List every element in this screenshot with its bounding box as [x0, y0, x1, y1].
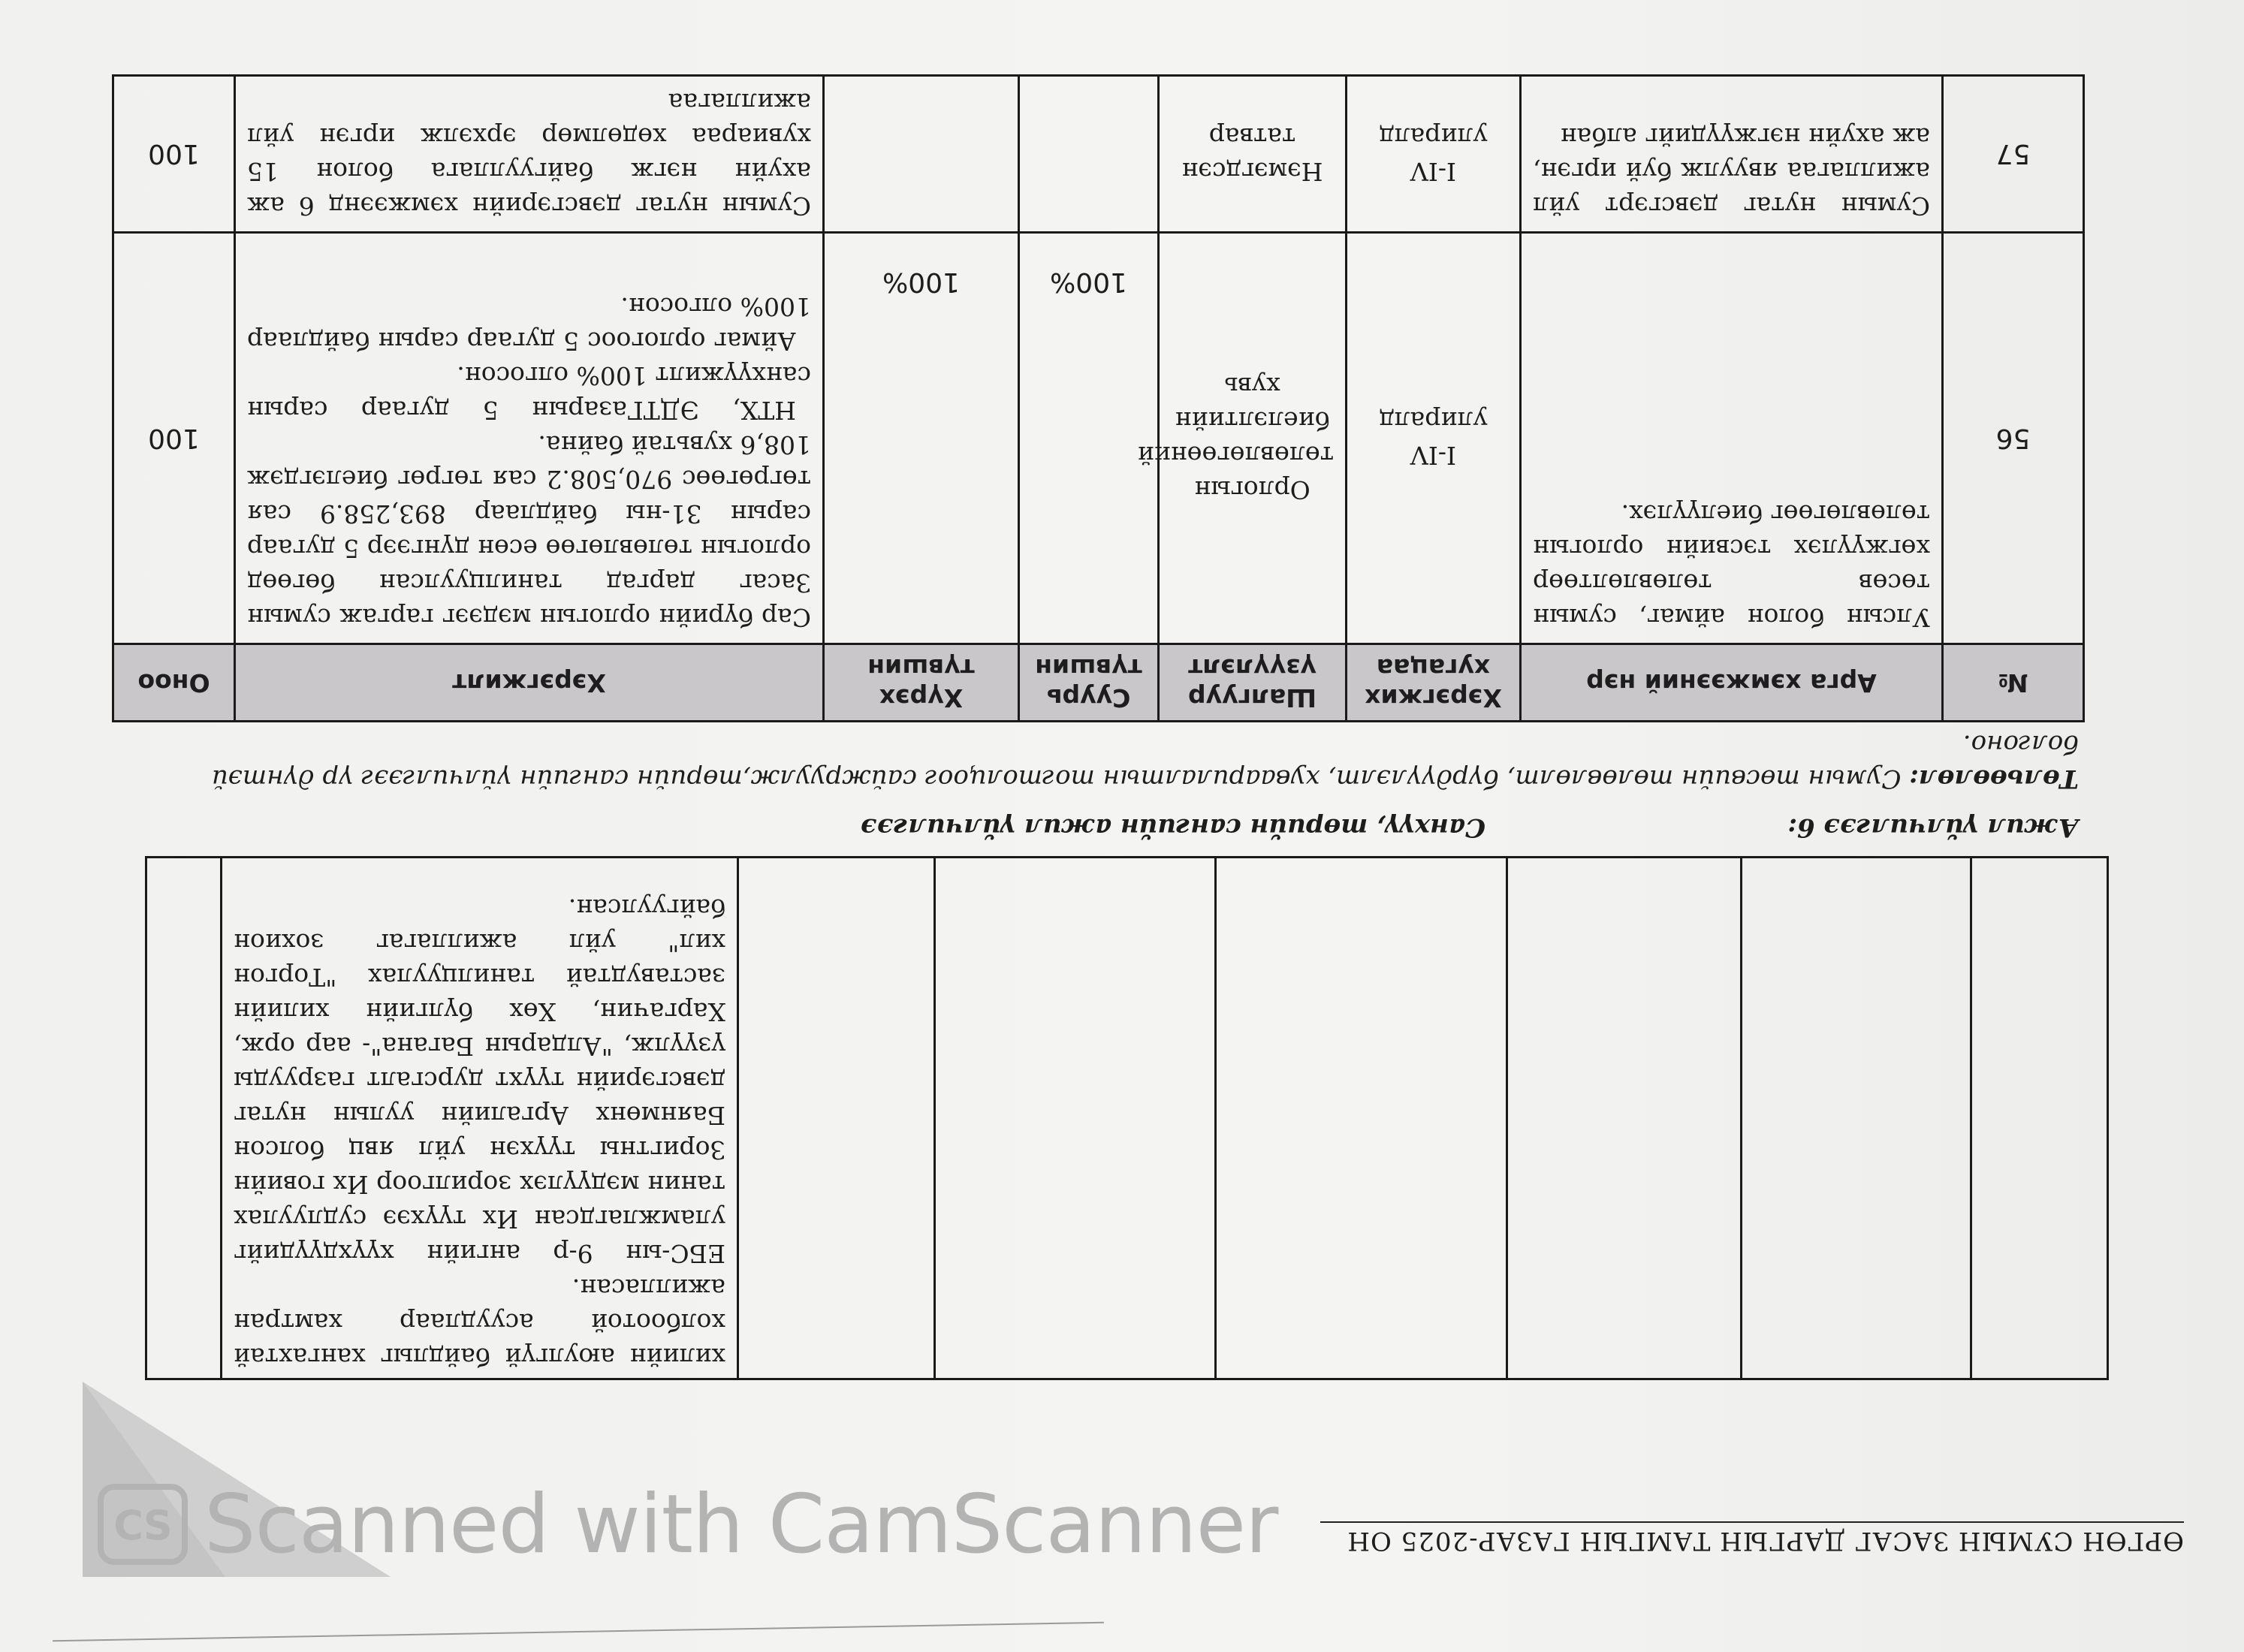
continuation-implementation-cell — [222, 858, 738, 1379]
header-criteria: Шалгуур үзүүлэлт — [1159, 644, 1347, 722]
row-score: 100 — [113, 76, 235, 233]
row-target: 100% — [824, 233, 1019, 644]
row-target — [824, 76, 1019, 233]
sub-objective-name: Санхүү, төрийн сангийн ажил үйлчилгээ — [861, 812, 1485, 843]
continuation-row — [146, 858, 2108, 1379]
row-implementation — [235, 233, 824, 644]
implementation-paragraph: Сумын нутаг дэвсгэрийн хэмжээнд 6 аж ахуйн нэгж байгууллага болон 15 хувиараа хөдөлмөр эрхэлж иргэн уйл ажиллагаа — [247, 88, 811, 221]
row-baseline — [1019, 76, 1159, 233]
continuation-paragraph: хилийн аюулгүй байдлыг хангахтай холбоотой асуудлаар хамтран ажилласан. — [234, 1274, 725, 1372]
cell-empty — [738, 858, 935, 1379]
implementation-paragraph: Сар бүрийн орлогын мэдээг гаргаж сумын Засаг даргад танилцуулсан бөгөөд орлогын төлөвлөгөө есөн дүнгээр 5 дугаар сарын 31-ны байдлаар 893,258.9 сая төгрөгөөс 970,508.2 сая төгрөг биелэгдэж 108,6 хувьтай байна. — [247, 430, 811, 632]
continuation-table — [145, 856, 2109, 1380]
row-activity-name: Сумын нутаг дэвсгэрт уйл ажиллагаа явуулж буй иргэн, аж ахуйн нэгжүүдийг албан — [1521, 76, 1943, 233]
cell-empty — [1971, 858, 2108, 1379]
result-label: Төльөөлөл: — [1909, 764, 2079, 794]
row-activity-name: Улсын болон аймаг, сумын төсөв төлөвлөлтөөр хөгжүүлэх тэсвийн орлогын төлөвлөгөөг биелүүлэх. — [1521, 233, 1943, 644]
header-baseline: Суурь түвшин — [1019, 644, 1159, 722]
expected-result — [156, 727, 2079, 796]
sub-objective-id: Ажил үйлчилгээ 6: — [1787, 812, 2079, 843]
watermark-text: Scanned with CamScanner — [204, 1477, 1278, 1572]
implementation-paragraph: Аймаг орлогоос 5 дугаар сарын байдлаар 100% олгосон. — [247, 292, 811, 356]
table-row — [113, 76, 2084, 233]
table-header-row — [113, 644, 2084, 722]
row-score: 100 — [113, 233, 235, 644]
cell-empty — [146, 858, 222, 1379]
cell-empty — [1507, 858, 1742, 1379]
row-number: 56 — [1943, 233, 2084, 644]
table-row — [113, 233, 2084, 644]
camscanner-watermark — [98, 1472, 1277, 1577]
row-implementation — [235, 76, 824, 233]
header-no: № — [1943, 644, 2084, 722]
header-implementation: Хэрэгжилт — [235, 644, 824, 722]
action-plan-table — [112, 74, 2085, 722]
continuation-paragraph: ЕБС-ын 9-р ангийн хүүхдүүдийг уламжлагдсан Их түүхээ судлуулах танин мэдүүлэх зорилгоор Их говийн Зоригтны түүхэн уйл явц болсон Баянмөнх Аргалийн уулын нутаг дэвсгэрийн түүхт дурсгалт газрууды үзүүлж, "Алдарын Багана"- аар орж, Харгачин, Хөх бүлгийн хилийн заставудтай танилцуулах "Торгон хил" уйл ажиллагаг зохион байгуулсан. — [234, 894, 725, 1268]
camscanner-logo-icon — [98, 1484, 188, 1565]
cell-empty — [1742, 858, 1971, 1379]
header-score: Оноо — [113, 644, 235, 722]
row-criteria: Орлогын төлөвлөгөөний биелэлтийн хувь — [1159, 233, 1347, 644]
row-number: 57 — [1943, 76, 2084, 233]
header-target: Хүрэх түвшин — [824, 644, 1019, 722]
header-period: Хэрэгжих хугацаа — [1347, 644, 1521, 722]
row-baseline: 100% — [1019, 233, 1159, 644]
header-activity-name: Арга хэмжээний нэр — [1521, 644, 1943, 722]
row-criteria: Нэмэгдсэн татвар — [1159, 76, 1347, 233]
page-header: ӨРГӨН СУМЫН ЗАСАГ ДАРГЫН ТАМГЫН ГАЗАР-2025 ОН — [1320, 1521, 2184, 1556]
cell-empty — [935, 858, 1216, 1379]
cell-empty — [1216, 858, 1507, 1379]
result-text: Сумын төсвийн төлөвлөлт, бүрдүүлэлт, хуваарилалтын тогтолцоог сайжруулж,төрийн сангийн үйлчилгээг үр дүнтэй болгоно. — [212, 729, 2079, 794]
row-period: I-IV улиралд — [1347, 76, 1521, 233]
svg-text:CS: CS — [113, 1502, 172, 1549]
implementation-paragraph: НТХ, ЭДТГазарын 5 дугаар сарын санхүүжилт 100% олгосон. — [247, 361, 811, 425]
row-period: I-IV улиралд — [1347, 233, 1521, 644]
